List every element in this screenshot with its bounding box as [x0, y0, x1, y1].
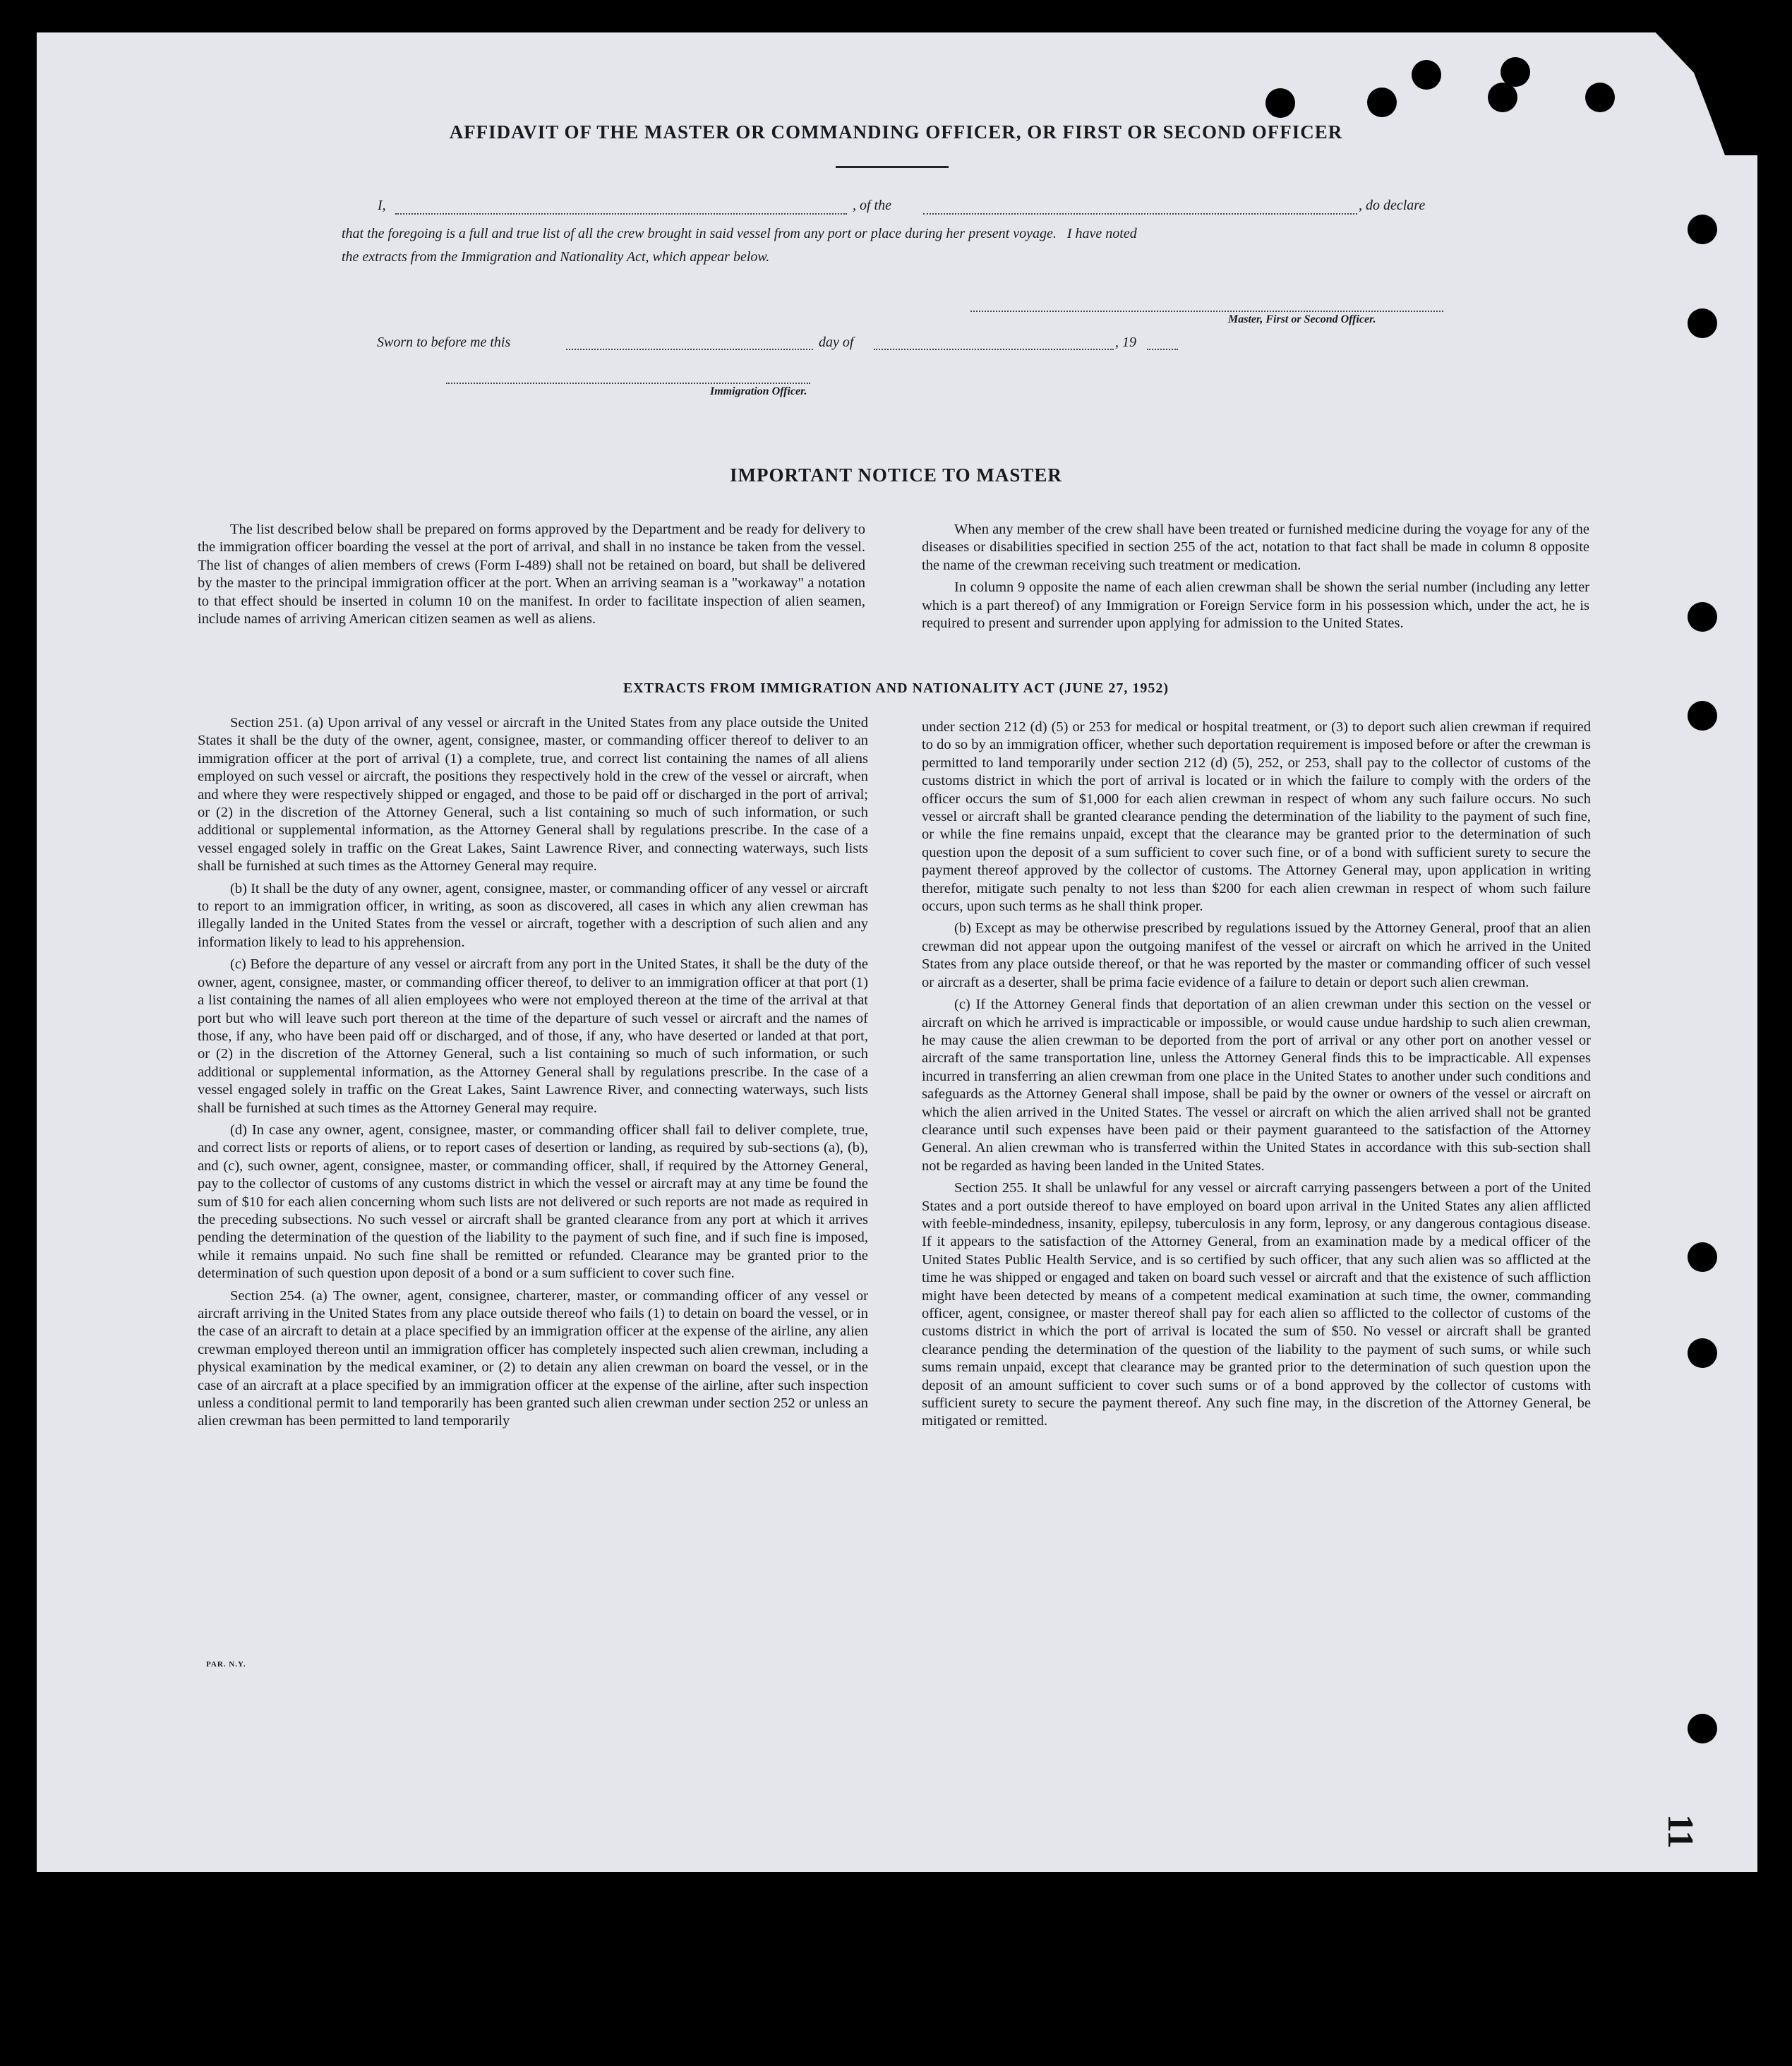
punch-hole-icon — [1688, 308, 1717, 338]
section-251-b: (b) It shall be the duty of any owner, agent, consignee, master, or commanding officer of any vessel or aircraft to report to an immigration officer, in writing, as soon as discovered, all cases in which any alien crewman has illegally landed in the United States from the vessel or aircraft, together with a description of such alien and any information likely to lead to his apprehension. — [198, 880, 868, 950]
page-number: 11 — [1660, 1814, 1700, 1849]
punch-hole-icon — [1412, 60, 1441, 90]
officer-signature-label: Immigration Officer. — [710, 385, 807, 397]
extracts-left-column — [198, 714, 868, 1435]
notice-right-paragraph-2: In column 9 opposite the name of each alien crewman shall be shown the serial number (including any letter which is a part thereof) of any Immigration or Foreign Service form in his possession which, under the act, he is required to present and surrender upon applying for admission to the United States. — [922, 579, 1589, 632]
punch-hole-icon — [1265, 88, 1295, 118]
punch-hole-icon — [1488, 83, 1517, 112]
i-label: I, — [378, 198, 386, 213]
punch-hole-icon — [1367, 88, 1397, 117]
section-255: Section 255. It shall be unlawful for any vessel or aircraft carrying passengers between a port of the United States and a port outside thereof to have employed on board upon arrival in the United States any alien afflicted with feeble-mindedness, insanity, epilepsy, tuberculosis in any form, leprosy, or any dangerous contagious disease. If it appears to the satisfaction of the Attorney General, from an examination made by a medical officer of the United States Public Health Service, and is so certified by such officer, that any such alien was so afflicted at the time he was shipped or engaged and taken on board such vessel or aircraft and that the existence of such affliction might have been detected by means of a competent medical examination at such time, the owner, commanding officer, agent, consignee, or master thereof shall pay for each alien so afflicted to the collector of customs of the customs district in which the port of arrival is located the sum of $50. No vessel or aircraft shall be granted clearance pending the determination of the question of the liability to the payment of such sums, or while such sums remain unpaid, except that clearance may be granted prior to the determination of such question upon the deposit of an amount sufficient to cover such sums or of a bond approved by the collector of customs with sufficient surety to secure the payment thereof. Any such fine may, in the discretion of the Attorney General, be mitigated or remitted. — [922, 1180, 1591, 1429]
do-declare-label: , do declare — [1359, 198, 1426, 213]
of-the-label: , of the — [853, 198, 891, 213]
punch-hole-icon — [1585, 83, 1615, 112]
notice-left-column — [198, 521, 865, 632]
section-254-c: (c) If the Attorney General finds that deportation of an alien crewman under this section on the vessel or aircraft on which he arrived is impracticable or impossible, or would cause undue hardship to such alien crewman, he may cause the alien crewman to be deported from the port of arrival or any other port on another vessel or aircraft of the same transportation line, unless the Attorney General finds this to be impracticable. All expenses incurred in transferring an alien crewman from one place in the United States to another under such conditions and safeguards as the Attorney General shall impose, shall be paid by the owner or owners of the vessel or aircraft on which the alien arrived in the United States. The vessel or aircraft on which the alien arrived shall not be granted clearance until such expenses have been paid or their payment guaranteed to the satisfaction of the Attorney General. An alien crewman who is transferred within the United States in accordance with this sub-section shall not be regarded as having been landed in the United States. — [922, 997, 1591, 1174]
declaration-line-2: the extracts from the Immigration and Nationality Act, which appear below. — [342, 249, 770, 265]
extracts-title: EXTRACTS FROM IMMIGRATION AND NATIONALITY ACT (JUNE 27, 1952) — [623, 680, 1169, 696]
punch-hole-icon — [1688, 1338, 1717, 1368]
declaration-line-1: that the foregoing is a full and true list of all the crew brought in said vessel from any port or place during her present voyage. I have noted — [342, 226, 1137, 241]
name-field[interactable] — [395, 213, 847, 215]
affidavit-title: AFFIDAVIT OF THE MASTER OR COMMANDING OFFICER, OR FIRST OR SECOND OFFICER — [449, 121, 1343, 143]
day-of-label: day of — [819, 335, 854, 350]
punch-hole-icon — [1688, 215, 1717, 244]
year-label: , 19 — [1115, 335, 1136, 350]
section-254-a: Section 254. (a) The owner, agent, consignee, charterer, master, or commanding officer of any vessel or aircraft arriving in the United States from any place outside thereof who fails (1) to detain on board the vessel, or in the case of an aircraft to detain at a place specified by an immigration officer at the expense of the airline, any alien crewman employed thereon until an immigration officer has completely inspected such alien crewman, including a physical examination by the medical examiner, or (2) to detain any alien crewman on board the vessel, or in the case of an aircraft at a place specified by an immigration officer at the expense of the airline, after such inspection unless a conditional permit to land temporarily has been granted such alien crewman under section 252 or unless an alien crewman has been permitted to land temporarily — [198, 1287, 868, 1429]
punch-hole-icon — [1688, 1714, 1717, 1743]
section-254-a-continued: under section 212 (d) (5) or 253 for medical or hospital treatment, or (3) to deport such alien crewman if required to do so by an immigration officer, whether such deportation requirement is imposed before or after the crewman is permitted to land temporarily under section 212 (d) (5), 252, or 253, shall pay to the collector of customs of the customs district in which the port of arrival is located or in which the failure to comply with the orders of the officer occurs the sum of $1,000 for each alien crewman in respect of whom any such failure occurs. No such vessel or aircraft shall be granted clearance pending the determination of the liability to the payment of such fine, or while the fine remains unpaid, except that the clearance may be granted prior to the determination of such question upon the deposit of a sum sufficient to cover such fine, or of a bond with sufficient surety to secure the payment thereof approved by the collector of customs. The Attorney General may, upon application in writing therefor, mitigate such penalty to not less than $200 for each alien crewman in respect of whom such failure occurs, upon such terms as he shall think proper. — [922, 719, 1591, 915]
printer-mark: PAR. N.Y. — [206, 1660, 246, 1669]
notice-left-paragraph: The list described below shall be prepared on forms approved by the Department and be ready for delivery to the immigration officer boarding the vessel at the port of arrival, and shall in no instance be taken from the vessel. The list of changes of alien members of crews (Form I-489) shall not be retained on board, but shall be delivered by the master to the principal immigration officer at the port. When an arriving seaman is a "workaway" a notation to that effect should be inserted in column 10 on the manifest. In order to facilitate inspection of alien seamen, include names of arriving American citizen seamen as well as aliens. — [198, 522, 865, 627]
section-254-b: (b) Except as may be otherwise prescribed by regulations issued by the Attorney General, proof that an alien crewman did not appear upon the outgoing manifest of the vessel or aircraft on which he arrived in the United States from any place outside thereof, or that he was reported by the master or commanding officer of such vessel or aircraft as a deserter, shall be prima facie evidence of a failure to detain or deport such alien crewman. — [922, 920, 1591, 990]
extracts-right-column — [922, 719, 1591, 1435]
notice-right-paragraph-1: When any member of the crew shall have been treated or furnished medicine during the voyage for any of the diseases or disabilities specified in section 255 of the act, notation to that fact shall be made in column 8 opposite the name of the crewman receiving such treatment or medication. — [922, 522, 1589, 573]
title-rule — [836, 166, 949, 168]
master-signature-line[interactable] — [970, 311, 1443, 312]
punch-hole-icon — [1688, 602, 1717, 632]
sworn-year-field[interactable] — [1147, 349, 1178, 350]
officer-signature-line[interactable] — [446, 383, 810, 384]
punch-hole-icon — [1688, 1242, 1717, 1272]
punch-hole-icon — [1688, 701, 1717, 731]
sworn-label: Sworn to before me this — [377, 335, 511, 350]
notice-title: IMPORTANT NOTICE TO MASTER — [730, 464, 1062, 486]
section-251-d: (d) In case any owner, agent, consignee, master, or commanding officer shall fail to deliver complete, true, and correct lists or reports of aliens, or to report cases of desertion or landing, as required by sub-sections (a), (b), and (c), such owner, agent, consignee, master, or commanding officer, shall, if required by the Attorney General, pay to the collector of customs of any customs district in which the vessel or aircraft may at any time be found the sum of $10 for each alien concerning whom such lists are not delivered or such reports are not made as required in the preceding subsections. No such vessel or aircraft shall be granted clearance from any port at which it arrives pending the determination of the question of the liability to the payment of such fine, and if such fine is imposed, while it remains unpaid. No such fine shall be remitted or refunded. Clearance may be granted prior to the determination of such question upon deposit of a bond or a sum sufficient to cover such fine. — [198, 1122, 868, 1282]
section-251-c: (c) Before the departure of any vessel or aircraft from any port in the United States, it shall be the duty of the owner, agent, consignee, master, or commanding officer thereof, to deliver to an immigration officer at that port (1) a list containing the names of all alien employees who were not employed thereon at the time of the arrival at that port but who will leave such port thereon at the time of the departure of such vessel or aircraft and the names of those, if any, who have been paid off or discharged, and of those, if any, who have deserted or landed at that port, or (2) in the discretion of the Attorney General, such a list containing so much of such information, or such additional or supplemental information, as the Attorney General shall by regulations prescribe. In the case of a vessel engaged solely in traffic on the Great Lakes, Saint Lawrence River, and connecting waterways, such lists shall be furnished at such times as the Attorney General may require. — [198, 956, 868, 1116]
master-signature-label: Master, First or Second Officer. — [1228, 313, 1376, 325]
vessel-field[interactable] — [923, 213, 1357, 215]
notice-right-column — [922, 521, 1589, 637]
section-251-a: Section 251. (a) Upon arrival of any vessel or aircraft in the United States from any place outside the United States it shall be the duty of the owner, agent, consignee, master, or commanding officer thereof to deliver to an immigration officer at the port of arrival (1) a complete, true, and correct list containing the names of all aliens employed on such vessel or aircraft, the positions they respectively hold in the crew of the vessel or aircraft, when and where they were respectively shipped or engaged, and those to be paid off or discharged in the port of arrival; or (2) in the discretion of the Attorney General, such a list containing so much of such information, or such additional or supplemental information, as the Attorney General shall by regulations prescribe. In the case of a vessel engaged solely in traffic on the Great Lakes, Saint Lawrence River, and connecting waterways, such lists shall be furnished at such times as the Attorney General may require. — [198, 715, 868, 875]
sworn-month-field[interactable] — [874, 349, 1114, 350]
sworn-day-field[interactable] — [566, 349, 813, 350]
